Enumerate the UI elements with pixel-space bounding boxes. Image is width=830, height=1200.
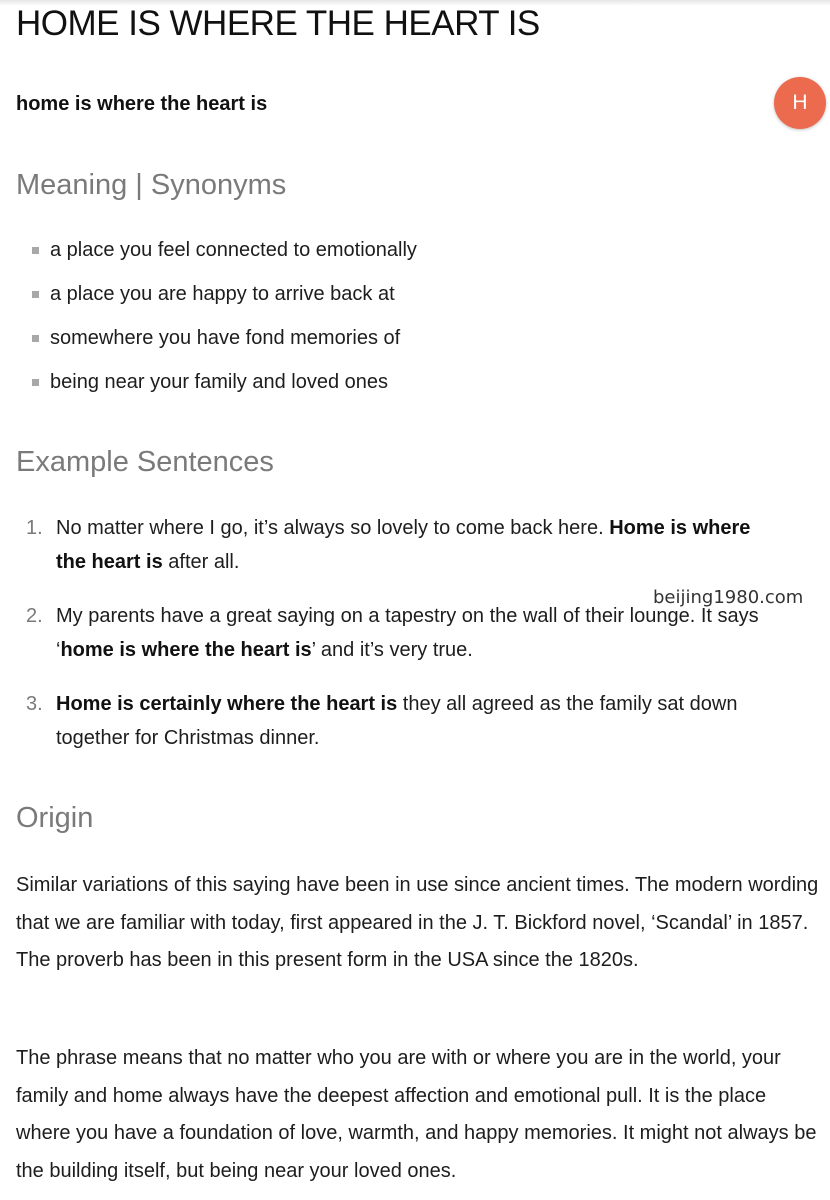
list-item	[30, 321, 417, 365]
example-text: they all agreed as the family sat down together for Christmas dinner.	[56, 693, 738, 749]
square-bullet-icon	[32, 335, 39, 342]
meaning-heading: Meaning | Synonyms	[16, 169, 287, 201]
list-item-text: being near your family and loved ones	[50, 371, 388, 393]
avatar[interactable]: H	[774, 77, 826, 129]
watermark: beijing1980.com	[653, 587, 804, 608]
example-number: 1.	[26, 517, 43, 539]
example-phrase: Home is certainly where the heart is	[56, 693, 398, 715]
example-text: after all.	[162, 551, 240, 573]
page-title: HOME IS WHERE THE HEART IS	[16, 4, 540, 43]
examples-heading: Example Sentences	[16, 446, 274, 478]
origin-heading: Origin	[16, 802, 94, 834]
origin-paragraph: The phrase means that no matter who you are with or where you are in the world, your family and home always have the deepest affection and emotional pull. It is the place where you have a foundation of love, warmth, and happy memories. It might not always be the building itself, but being near your loved ones.	[16, 1047, 817, 1182]
list-item-text: a place you are happy to arrive back at	[50, 283, 395, 305]
list-item	[30, 277, 417, 321]
example-text: ’ and it’s very true.	[311, 639, 473, 661]
example-list	[24, 511, 784, 775]
page-subtitle: home is where the heart is	[16, 93, 268, 115]
example-text: My parents have a great saying on a tapestry on the wall of their lounge. It says ‘	[56, 605, 759, 661]
example-number: 3.	[26, 693, 43, 715]
list-item-text: a place you feel connected to emotionally	[50, 239, 417, 261]
example-number: 2.	[26, 605, 43, 627]
square-bullet-icon	[32, 379, 39, 386]
example-text: No matter where I go, it’s always so lovely to come back here.	[56, 517, 610, 539]
square-bullet-icon	[32, 291, 39, 298]
list-item-text: somewhere you have fond memories of	[50, 327, 401, 349]
example-item	[24, 511, 784, 579]
example-phrase: home is where the heart is	[60, 639, 312, 661]
list-item	[30, 365, 417, 409]
origin-paragraph: Similar variations of this saying have been in use since ancient times. The modern wording that we are familiar with today, first appeared in the J. T. Bickford novel, ‘Scandal’ in 1857. The proverb has been in this present form in the USA since the 1820s.	[16, 874, 819, 971]
square-bullet-icon	[32, 247, 39, 254]
meaning-list	[30, 233, 417, 409]
example-phrase: Home is where the heart is	[56, 517, 751, 573]
example-item	[24, 687, 784, 755]
list-item	[30, 233, 417, 277]
